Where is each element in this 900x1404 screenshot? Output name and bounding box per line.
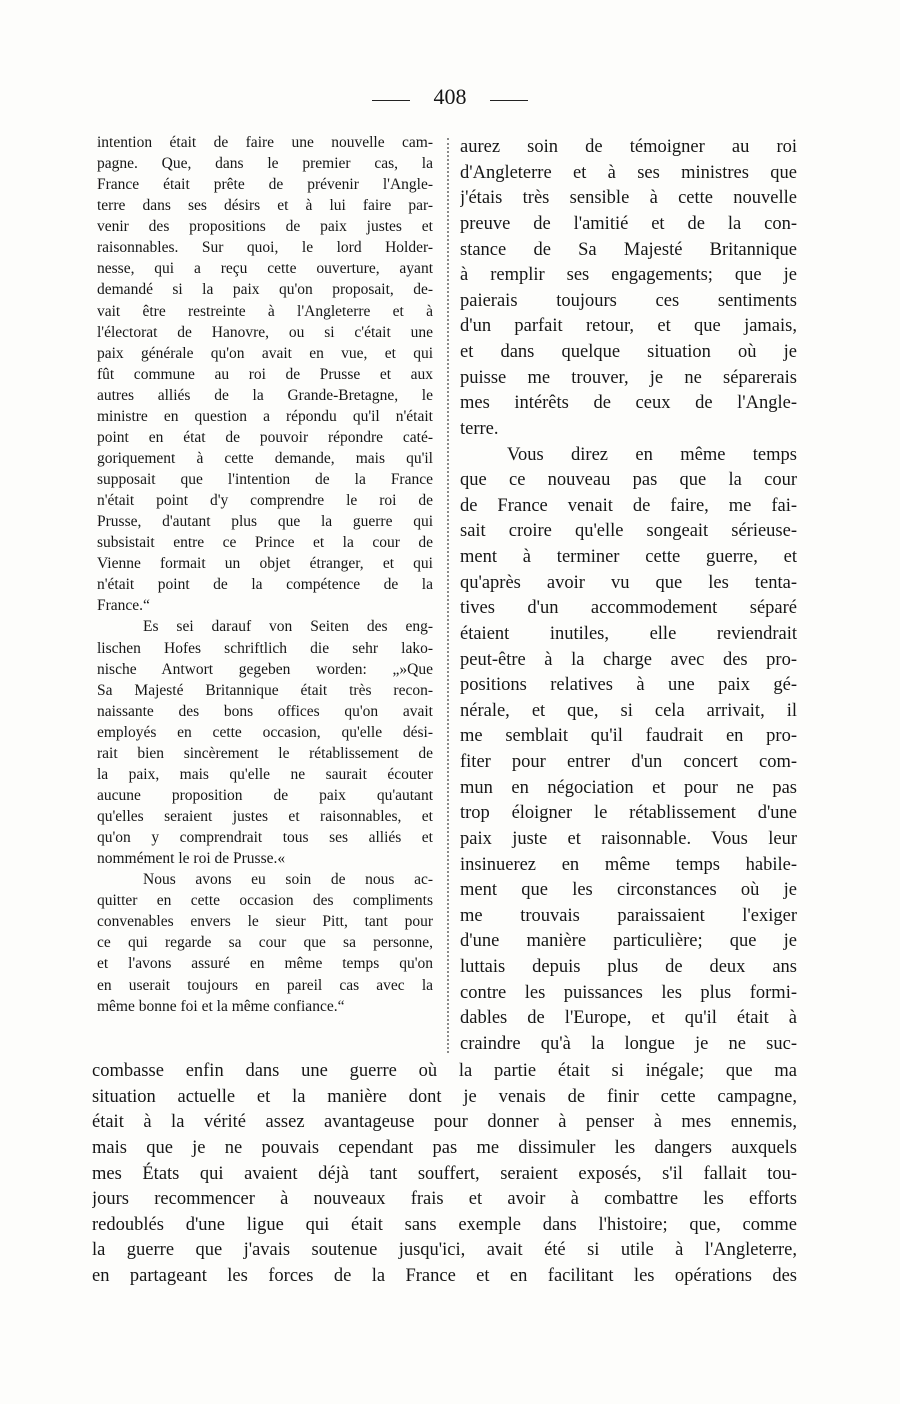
paragraph	[460, 443, 797, 1058]
text-line: craindre qu'à la longue je ne suc-	[460, 1033, 797, 1054]
text-line: aurez soin de témoigner au roi	[460, 137, 797, 157]
text-line: rait bien sincèrement le rétablissement de	[97, 744, 433, 762]
text-line: dables de l'Europe, et qu'il était à	[460, 1008, 797, 1029]
text-line: nommément le roi de Prusse.«	[97, 850, 286, 868]
text-line: d'une manière particulière; que je	[460, 931, 797, 952]
text-line: mes États qui avaient déjà tant souffert, seraient exposés, s'il fallait tou-	[92, 1163, 797, 1184]
text-line: mais que je ne pouvais cependant pas me dissimuler les dangers auxquels	[92, 1137, 797, 1158]
text-line: nesse, qui a reçu cette ouverture, ayant	[97, 260, 433, 278]
text-line: étaient inutiles, elle reviendrait	[460, 623, 797, 644]
page-number: 408	[433, 84, 467, 109]
text-line: me trouvais paraissaient l'exiger	[460, 905, 797, 926]
text-line: ce qui regarde sa cour que sa personne,	[97, 934, 433, 952]
paragraph	[97, 132, 433, 616]
text-line: point en état de pouvoir répondre caté-	[97, 428, 433, 446]
text-line: en userait toujours en pareil cas avec la	[97, 976, 433, 994]
text-line: Nous avons eu soin de nous ac-	[143, 871, 433, 889]
text-line: j'étais très sensible à cette nouvelle	[460, 188, 797, 209]
text-line: employés en cette occasion, qu'elle dési-	[97, 723, 433, 741]
text-line: ment à terminer cette guerre, et	[460, 547, 797, 567]
text-line: Prusse, d'autant plus que la guerre qui	[97, 513, 433, 531]
text-line: goriquement à cette demande, mais qu'il	[97, 449, 433, 467]
text-line: ment que les circonstances où je	[460, 880, 797, 901]
text-line: lischen Hofes schriftlich die sehr lako-	[97, 639, 433, 657]
text-line: combasse enfin dans une guerre où la partie était si inégale; que ma	[92, 1061, 797, 1081]
text-line: aucune proposition de paix qu'autant	[97, 786, 433, 804]
text-line: preuve de l'amitié et de la con-	[460, 213, 797, 234]
text-line: mes intérêts de ceux de l'Angle-	[460, 393, 797, 414]
text-line: tives d'un accommodement séparé	[460, 598, 797, 619]
text-line: paix juste et raisonnable. Vous leur	[460, 828, 797, 849]
text-line: contre les puissances les plus formi-	[460, 982, 797, 1003]
paragraph	[97, 616, 433, 869]
text-line: positions relatives à une paix gé-	[460, 675, 797, 696]
text-line: n'était point de la compétence de la	[97, 576, 433, 594]
paragraph	[460, 135, 797, 443]
page-number-dash	[490, 100, 528, 101]
text-line: naissante des bons offices qu'on avait	[97, 702, 433, 720]
text-line: autres alliés de la Grande-Bretagne, le	[97, 386, 433, 404]
text-line: quitter en cette occasion des compliments	[97, 892, 433, 910]
text-line: Es sei darauf von Seiten des eng-	[143, 618, 433, 636]
text-line: mun en négociation et pour ne pas	[460, 777, 797, 798]
text-line: terre dans ses désirs et à lui faire par-	[97, 197, 433, 215]
text-line: fût commune au roi de Prusse et aux	[97, 365, 433, 383]
text-line: était à la vérité assez avantageuse pour donner à penser à mes ennemis,	[92, 1112, 797, 1133]
left-column	[97, 132, 433, 1017]
column-divider	[447, 138, 449, 1053]
text-line: n'était point d'y comprendre le roi de	[97, 492, 433, 510]
text-line: qu'elles seraient justes et raisonnables, et	[97, 808, 433, 825]
text-line: venir des propositions de paix justes et	[97, 218, 433, 236]
text-line: supposait que l'intention de la France	[97, 471, 433, 488]
text-line: et l'avons assuré en même temps qu'on	[97, 955, 433, 973]
text-line: la guerre que j'avais soutenue jusqu'ici, avait été si utile à l'Angleterre,	[92, 1240, 797, 1261]
text-line: insinuerez en même temps habile-	[460, 854, 797, 875]
text-line: ministre en question a répondu qu'il n'était	[97, 407, 433, 425]
text-line: sait croire qu'elle songeait sérieuse-	[460, 521, 797, 542]
text-line: la paix, mais qu'elle ne saurait écouter	[97, 765, 433, 783]
text-line: pagne. Que, dans le premier cas, la	[97, 155, 433, 173]
text-line: nische Antwort gegeben worden: „»Que	[97, 660, 433, 678]
text-line: et dans quelque situation où je	[460, 342, 797, 362]
text-line: raisonnables. Sur quoi, le lord Holder-	[97, 239, 433, 257]
text-line: fiter pour entrer d'un concert com-	[460, 752, 797, 772]
text-line: à remplir ses engagements; que je	[460, 265, 797, 286]
text-line: luttais depuis plus de deux ans	[460, 957, 797, 977]
text-line: même bonne foi et la même confiance.“	[97, 997, 345, 1015]
text-line: France était prête de prévenir l'Angle-	[97, 176, 433, 194]
text-line: en partageant les forces de la France et en facilitant les opérations des	[92, 1266, 797, 1286]
text-line: Vienne formait un objet étranger, et qui	[97, 555, 433, 573]
text-line: d'un parfait retour, et que jamais,	[460, 316, 797, 337]
text-line: nérale, et que, si cela arrivait, il	[460, 700, 797, 721]
text-line: redoublés d'une ligue qui était sans exemple dans l'histoire; que, comme	[92, 1214, 797, 1235]
text-line: que ce nouveau pas que la cour	[460, 470, 797, 491]
text-line: subsistait entre ce Prince et la cour de	[97, 534, 433, 552]
text-line: jours recommencer à nouveaux frais et avoir à combattre les efforts	[92, 1189, 797, 1210]
text-line: de France venait de faire, me fai-	[460, 495, 797, 516]
text-line: trop éloigner le rétablissement d'une	[460, 803, 797, 824]
paragraph	[97, 869, 433, 1016]
text-line: me semblait qu'il faudrait en pro-	[460, 726, 797, 747]
text-line: vait être restreinte à l'Angleterre et à	[97, 302, 433, 320]
text-line: demandé si la paix qu'on proposait, de-	[97, 281, 433, 299]
text-line: Sa Majesté Britannique était très recon-	[97, 681, 433, 699]
text-line: d'Angleterre et à ses ministres que	[460, 162, 797, 183]
text-line: convenables envers le sieur Pitt, tant pour	[97, 913, 433, 931]
text-line: paierais toujours ces sentiments	[460, 290, 797, 311]
text-line: France.“	[97, 597, 150, 615]
text-line: situation actuelle et la manière dont je venais de finir cette campagne,	[92, 1086, 797, 1107]
text-line: intention était de faire une nouvelle cam-	[97, 134, 433, 151]
text-line: Vous direz en même temps	[507, 444, 797, 465]
text-line: l'électorat de Hanovre, ou si c'était une	[97, 323, 433, 341]
text-line: stance de Sa Majesté Britannique	[460, 239, 797, 260]
full-width-text	[92, 1059, 797, 1290]
text-line: paix générale qu'on avait en vue, et qui	[97, 344, 433, 362]
text-line: puisse me trouver, je ne séparerais	[460, 367, 797, 388]
text-line: qu'après avoir vu que les tenta-	[460, 572, 797, 593]
text-line: qu'on y comprendrait tous ses alliés et	[97, 829, 433, 847]
text-line: terre.	[460, 418, 499, 439]
right-column	[460, 135, 797, 1058]
text-line: peut-être à la charge avec des pro-	[460, 649, 797, 670]
